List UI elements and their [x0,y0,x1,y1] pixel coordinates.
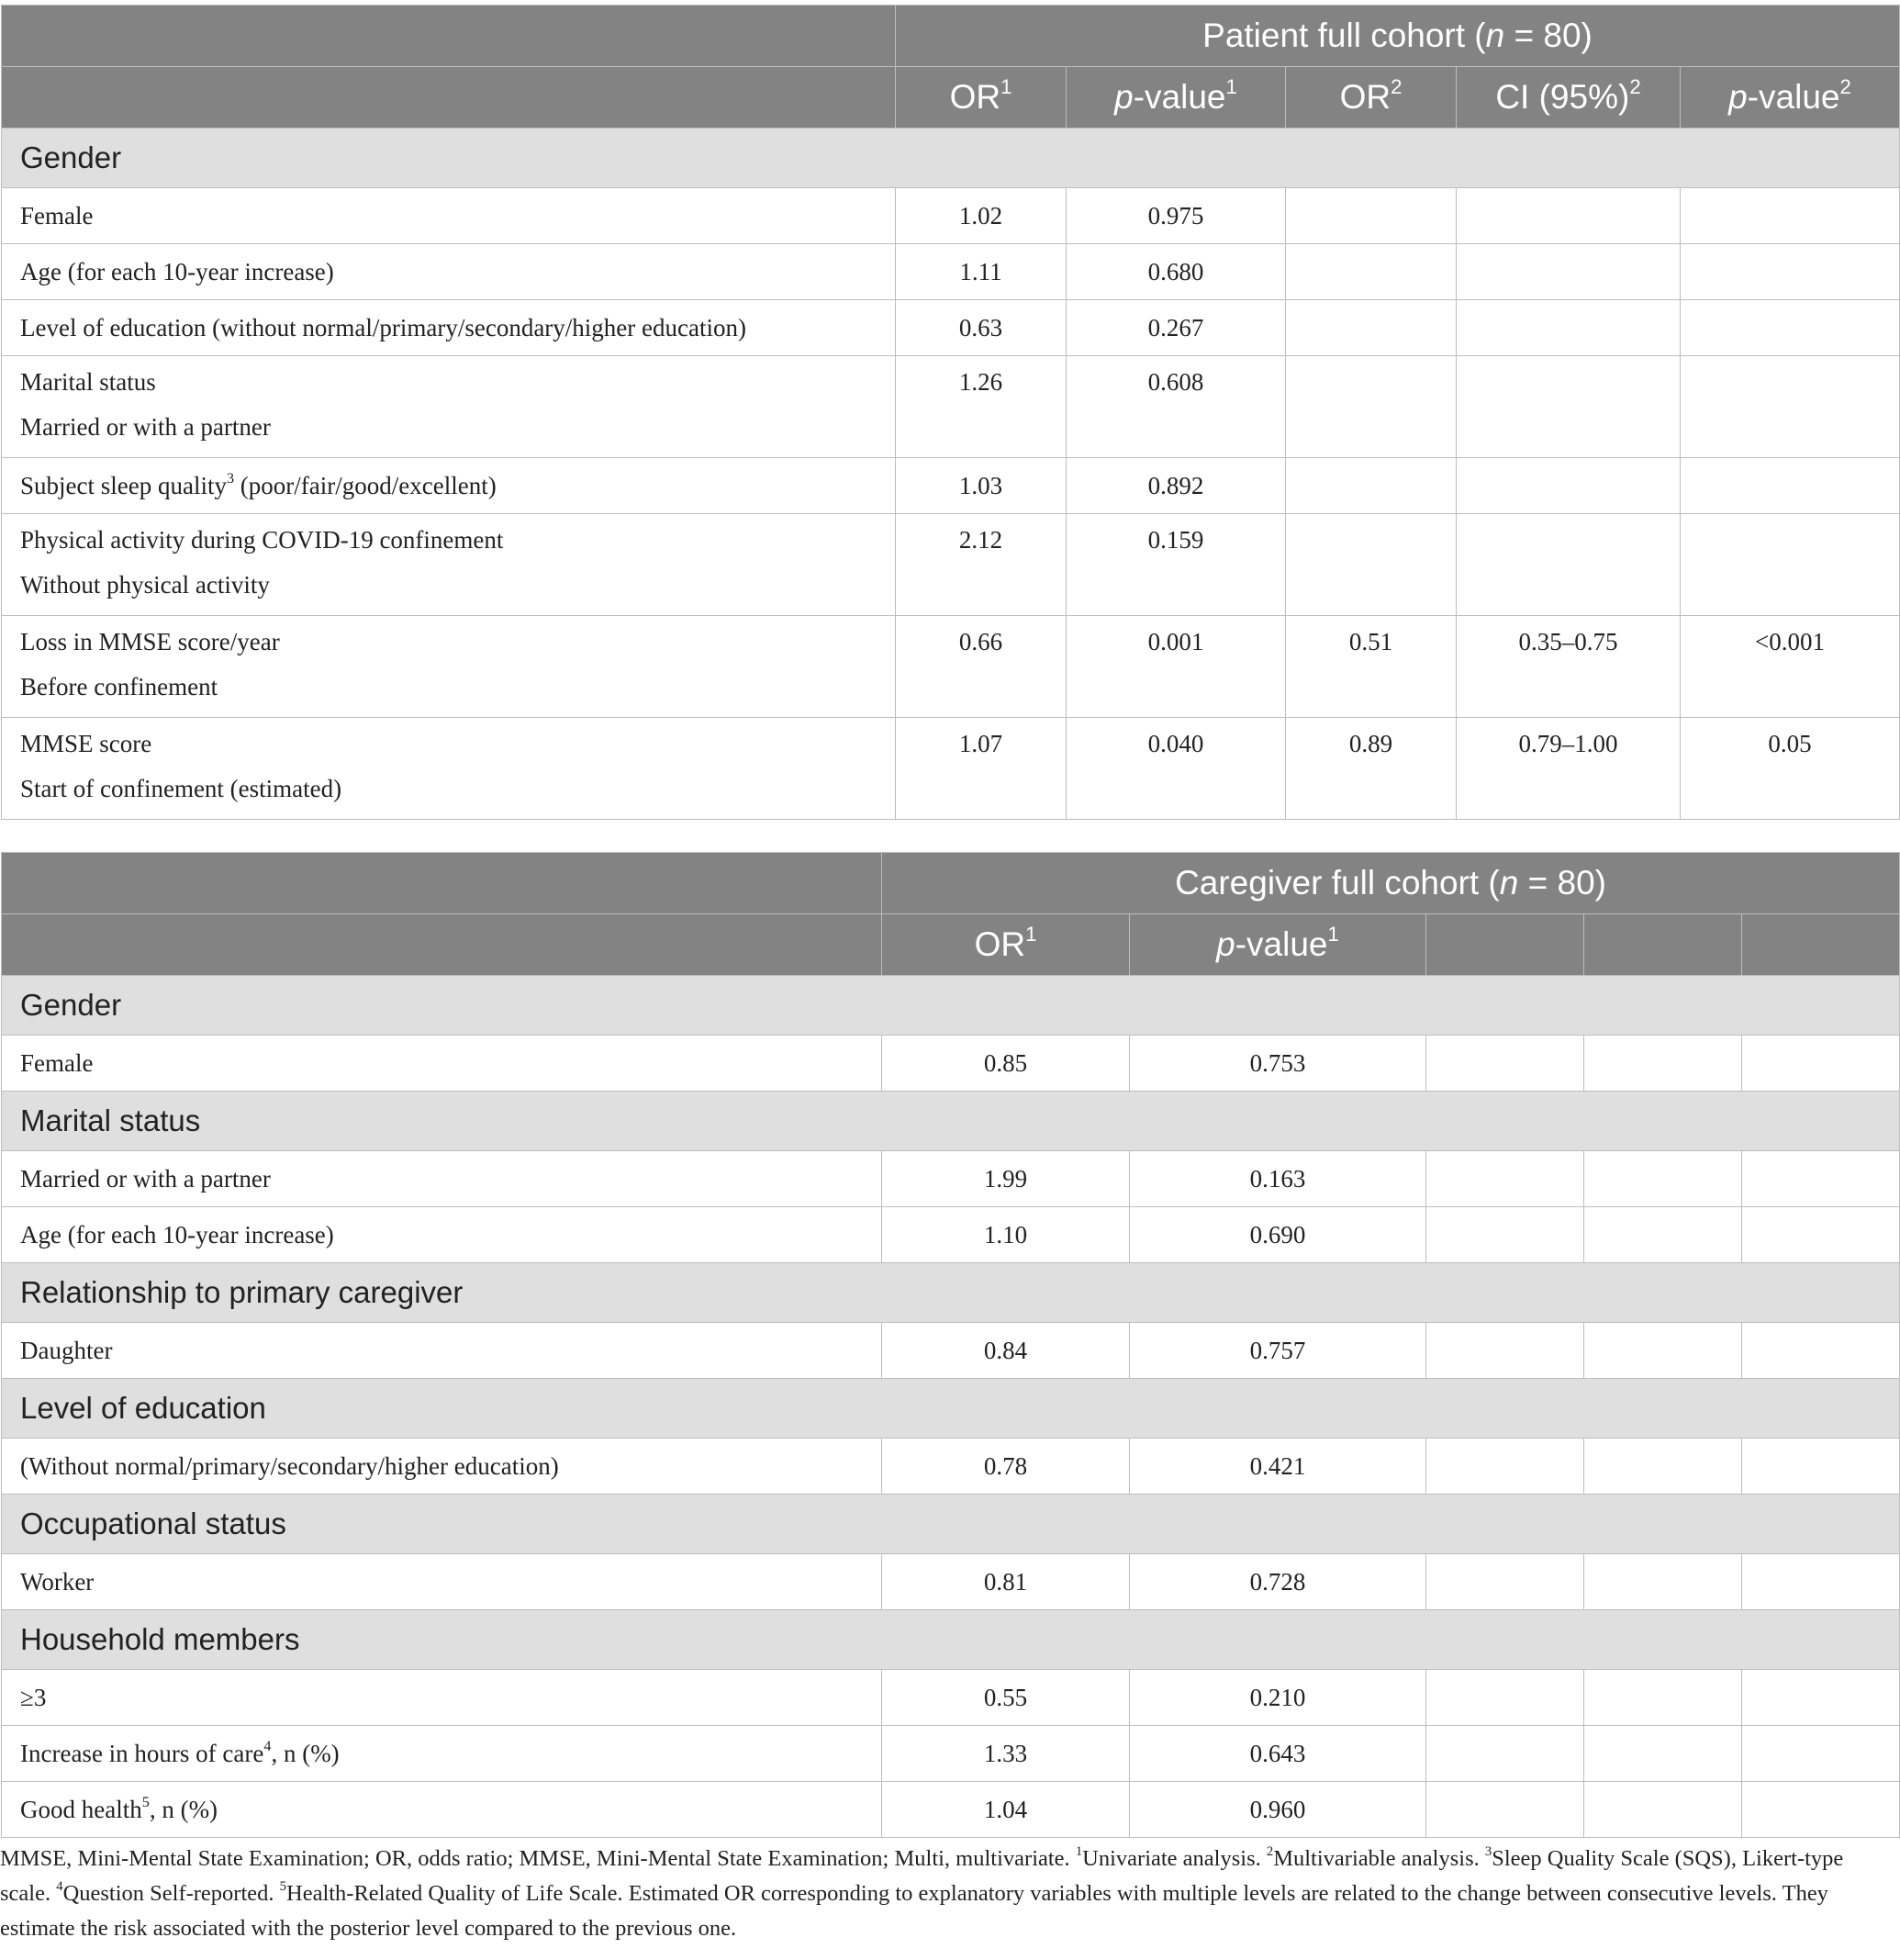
cell-or2 [1286,458,1457,514]
cell-ci: 0.35–0.75 [1457,616,1681,718]
table-row [2,1726,1900,1782]
section-row [2,1092,1900,1151]
section-row [2,1610,1900,1670]
table-row [2,1323,1900,1379]
cell-or1: 1.03 [896,458,1067,514]
column-header-pvalue1: p-value$^1$ [1130,914,1426,976]
cell-pvalue1: 0.690 [1130,1207,1426,1263]
cell-pvalue2: 0.05 [1681,718,1900,820]
row-label: Married or with a partner [2,1151,882,1207]
row-label: Female [2,188,896,244]
cell-pvalue1: 0.960 [1130,1782,1426,1838]
empty-cell [1742,1782,1900,1838]
cell-or1: 0.85 [882,1036,1130,1092]
empty-cell [1584,1782,1742,1838]
empty-cell [1742,1554,1900,1610]
empty-cell [1426,1323,1584,1379]
empty-cell [1426,1670,1584,1726]
section-row [2,1495,1900,1554]
row-label: Physical activity during COVID-19 confinement Without physical activity [2,514,896,616]
cell-or2 [1286,514,1457,616]
row-label: Worker [2,1554,882,1610]
cell-pvalue1: 0.975 [1067,188,1286,244]
table-row [2,1554,1900,1610]
cell-pvalue1: 0.728 [1130,1554,1426,1610]
cell-ci [1457,300,1681,356]
empty-cell [1426,1554,1584,1610]
empty-cell [1426,1151,1584,1207]
empty-cell [1426,1439,1584,1495]
empty-cell [1742,1151,1900,1207]
cell-pvalue1: 0.421 [1130,1439,1426,1495]
cell-pvalue1: 0.267 [1067,300,1286,356]
cell-pvalue2 [1681,300,1900,356]
cell-or1: 0.66 [896,616,1067,718]
header-empty-cell [2,914,882,976]
table-row [2,1439,1900,1495]
row-label: Loss in MMSE score/year Before confinement [2,616,896,718]
empty-cell [1584,1036,1742,1092]
cell-or1: 1.10 [882,1207,1130,1263]
cell-or2: 0.51 [1286,616,1457,718]
row-label: Female [2,1036,882,1092]
column-header-pvalue2: p-value$^2$ [1681,67,1900,129]
cell-or1: 0.55 [882,1670,1130,1726]
empty-cell [1426,1036,1584,1092]
cell-or2: 0.89 [1286,718,1457,820]
cell-or1: 1.02 [896,188,1067,244]
table-row [2,1036,1900,1092]
table-row [2,616,1900,718]
cell-ci [1457,356,1681,458]
cell-ci: 0.79–1.00 [1457,718,1681,820]
cell-pvalue1: 0.757 [1130,1323,1426,1379]
column-header-or2: $OR^2$ [1286,67,1457,129]
column-header-row [2,914,1900,976]
empty-cell [1584,1726,1742,1782]
patient-cohort-table [1,5,1900,820]
empty-cell [1584,1554,1742,1610]
column-header-row [2,67,1900,129]
cell-pvalue2 [1681,514,1900,616]
row-label: Marital status Married or with a partner [2,356,896,458]
table-title-row [2,853,1900,914]
table-row [2,188,1900,244]
header-empty-cell [2,853,882,914]
table-row [2,1782,1900,1838]
section-label: Relationship to primary caregiver [2,1263,1900,1323]
cell-or1: 1.33 [882,1726,1130,1782]
row-label: Level of education (without normal/primary/secondary/higher education) [2,300,896,356]
cell-pvalue1: 0.163 [1130,1151,1426,1207]
cell-or1: 2.12 [896,514,1067,616]
empty-cell [1742,1323,1900,1379]
column-header-ci: CI $(95\%)^2$ [1457,67,1681,129]
table-row [2,1207,1900,1263]
header-empty-cell [2,67,896,129]
cell-pvalue1: 0.680 [1067,244,1286,300]
cell-ci [1457,458,1681,514]
cell-pvalue1: 0.210 [1130,1670,1426,1726]
cell-or1: 0.78 [882,1439,1130,1495]
table-row [2,514,1900,616]
cell-or2 [1286,244,1457,300]
empty-cell [1742,1439,1900,1495]
section-label: Household members [2,1610,1900,1670]
empty-cell [1742,1670,1900,1726]
table-title: Patient full cohort (n = 80) [896,6,1900,67]
cell-or1: 1.07 [896,718,1067,820]
row-label: Age (for each 10-year increase) [2,244,896,300]
row-label: Age (for each 10-year increase) [2,1207,882,1263]
cell-or1: 1.26 [896,356,1067,458]
table-row [2,458,1900,514]
header-empty-cell [1426,914,1584,976]
table-title: Caregiver full cohort (n = 80) [882,853,1900,914]
cell-pvalue1: 0.001 [1067,616,1286,718]
section-label: Gender [2,976,1900,1036]
row-label: Daughter [2,1323,882,1379]
cell-pvalue1: 0.040 [1067,718,1286,820]
caregiver-cohort-table [1,852,1900,1838]
row-label: Good health$^5$, n (%) [2,1782,882,1838]
table-row [2,718,1900,820]
section-row [2,1263,1900,1323]
cell-or1: 1.99 [882,1151,1130,1207]
cell-pvalue1: 0.892 [1067,458,1286,514]
column-header-pvalue1: p-value$^1$ [1067,67,1286,129]
row-label: (Without normal/primary/secondary/higher education) [2,1439,882,1495]
cell-or1: 0.84 [882,1323,1130,1379]
cell-or2 [1286,188,1457,244]
cell-ci [1457,514,1681,616]
cell-pvalue1: 0.643 [1130,1726,1426,1782]
row-label: MMSE score Start of confinement (estimated) [2,718,896,820]
cell-ci [1457,244,1681,300]
cell-pvalue2 [1681,356,1900,458]
empty-cell [1584,1323,1742,1379]
cell-pvalue2 [1681,188,1900,244]
cell-pvalue1: 0.159 [1067,514,1286,616]
section-row [2,1379,1900,1439]
cell-or1: 0.63 [896,300,1067,356]
empty-cell [1584,1670,1742,1726]
header-empty-cell [2,6,896,67]
cell-pvalue2 [1681,458,1900,514]
cell-pvalue1: 0.753 [1130,1036,1426,1092]
empty-cell [1426,1782,1584,1838]
empty-cell [1584,1151,1742,1207]
empty-cell [1742,1036,1900,1092]
cell-or2 [1286,300,1457,356]
cell-pvalue2: <0.001 [1681,616,1900,718]
section-label: Level of education [2,1379,1900,1439]
cell-pvalue2 [1681,244,1900,300]
row-label: ≥3 [2,1670,882,1726]
empty-cell [1426,1726,1584,1782]
cell-or1: 1.11 [896,244,1067,300]
section-row [2,976,1900,1036]
table-footnote: MMSE, Mini-Mental State Examination; OR, odds ratio; MMSE, Mini-Mental State Examination; Multi, multivariate. $^1$Univariate analysis. $^2$Multivariable analysis. $^3$Sleep Quality Scale (SQS), Likert-type scale. $^4$Question Self-reported. $^5$Health-Related Quality of Life Scale. Estimated OR corresponding to explanatory variables with multiple levels are related to the change between consecutive levels. They estimate the risk associated with the posterior level compared to the previous one. [0,1844,1844,1941]
table-row [2,1670,1900,1726]
section-label: Gender [2,129,1900,188]
cell-or1: 1.04 [882,1782,1130,1838]
header-empty-cell [1584,914,1742,976]
header-empty-cell [1742,914,1900,976]
table-row [2,300,1900,356]
empty-cell [1426,1207,1584,1263]
row-label: Increase in hours of care$^4$, n (%) [2,1726,882,1782]
section-row [2,129,1900,188]
empty-cell [1584,1439,1742,1495]
section-label: Occupational status [2,1495,1900,1554]
cell-or1: 0.81 [882,1554,1130,1610]
table-row [2,356,1900,458]
section-label: Marital status [2,1092,1900,1151]
column-header-or1: $OR^1$ [896,67,1067,129]
row-label: Subject sleep quality$^3$ (poor/fair/good/excellent) [2,458,896,514]
table-row [2,244,1900,300]
empty-cell [1584,1207,1742,1263]
column-header-or1: $OR^1$ [882,914,1130,976]
table-row [2,1151,1900,1207]
cell-or2 [1286,356,1457,458]
cell-pvalue1: 0.608 [1067,356,1286,458]
empty-cell [1742,1726,1900,1782]
cell-ci [1457,188,1681,244]
table-title-row [2,6,1900,67]
empty-cell [1742,1207,1900,1263]
